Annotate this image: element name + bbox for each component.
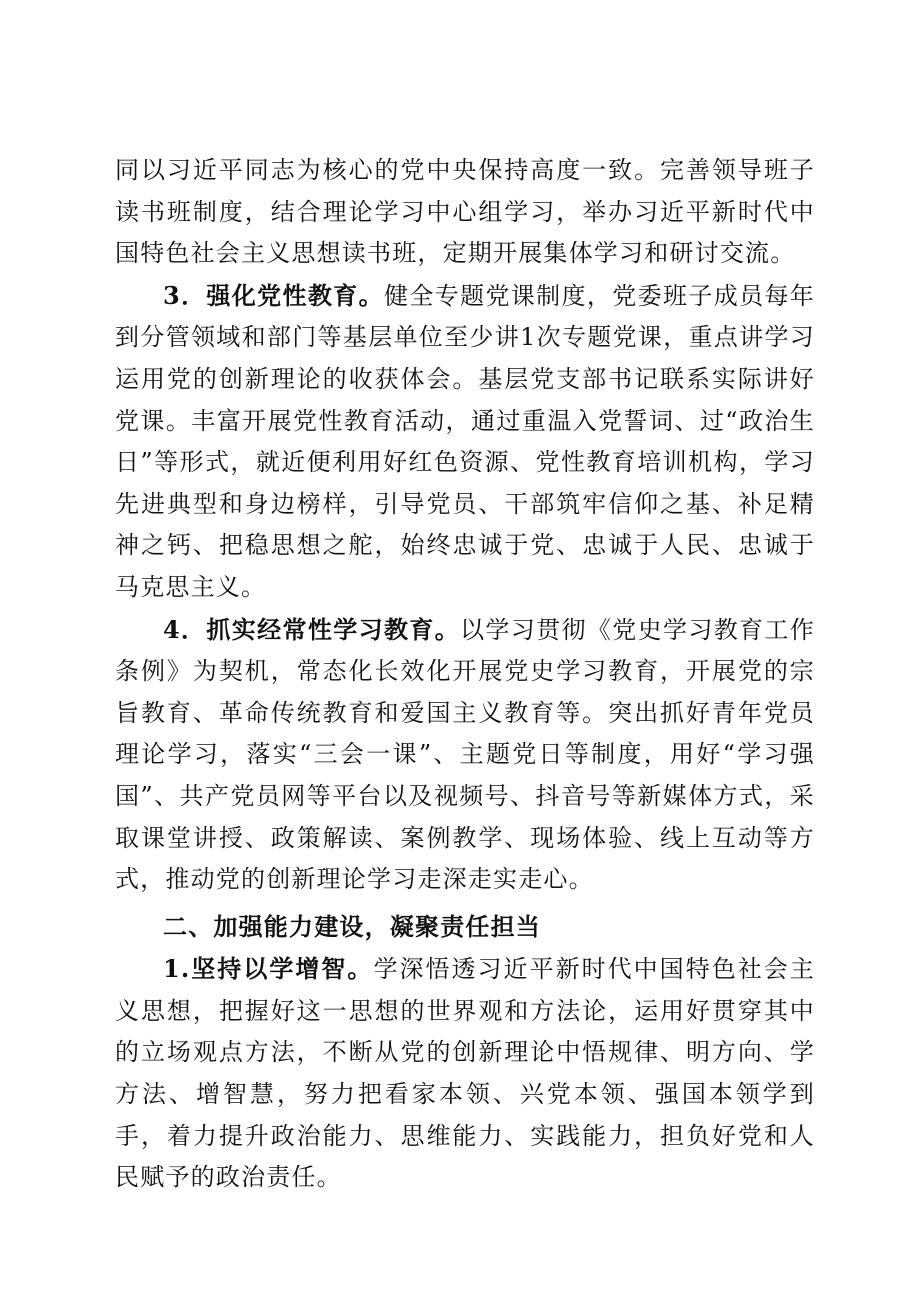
paragraph-party-spirit-education bbox=[115, 275, 815, 609]
paragraph-text: 学深悟透习近平新时代中国特色社会主义思想，把握好这一思想的世界观和方法论，运用好贯穿其中的立场观点方法，不断从党的创新理论中悟规律、明方向、学方法、增智慧，努力把看家本领、兴党本领、强国本领学到手，着力提升政治能力、思维能力、实践能力，担负好党和人民赋予的政治责任。 bbox=[115, 955, 815, 1192]
paragraph-regular-study-education bbox=[115, 609, 815, 901]
paragraph-continuation bbox=[115, 150, 815, 275]
paragraph-text: 健全专题党课制度，党委班子成员每年到分管领域和部门等基层单位至少讲1次专题党课，重点讲学习运用党的创新理论的收获体会。基层党支部书记联系实际讲好党课。丰富开展党性教育活动，通过重温入党誓词、过“政治生日”等形式，就近便利用好红色资源、党性教育培训机构，学习先进典型和身边榜样，引导党员、干部筑牢信仰之基、补足精神之钙、把稳思想之舵，始终忠诚于党、忠诚于人民、忠诚于马克思主义。 bbox=[115, 281, 816, 601]
paragraph-lead-heading: 1.坚持以学增智。 bbox=[163, 954, 374, 984]
paragraph-lead-heading: 4．抓实经常性学习教育。 bbox=[163, 614, 461, 644]
paragraph-learning-wisdom bbox=[115, 948, 815, 1199]
section-heading: 二、加强能力建设，凝聚责任担当 bbox=[163, 912, 541, 941]
paragraph-lead-heading: 3．强化党性教育。 bbox=[163, 280, 384, 310]
paragraph-text: 以学习贯彻《党史学习教育工作条例》为契机，常态化长效化开展党史学习教育，开展党的宗旨教育、革命传统教育和爱国主义教育等。突出抓好青年党员理论学习，落实“三会一课”、主题党日等制度，用好“学习强国”、共产党员网等平台以及视频号、抖音号等新媒体方式，采取课堂讲授、政策解读、案例教学、现场体验、线上互动等方式，推动党的创新理论学习走深走实走心。 bbox=[115, 615, 815, 894]
document-body bbox=[115, 150, 815, 1199]
paragraph-text: 同以习近平同志为核心的党中央保持高度一致。完善领导班子读书班制度，结合理论学习中心组学习，举办习近平新时代中国特色社会主义思想读书班，定期开展集体学习和研讨交流。 bbox=[115, 156, 815, 268]
